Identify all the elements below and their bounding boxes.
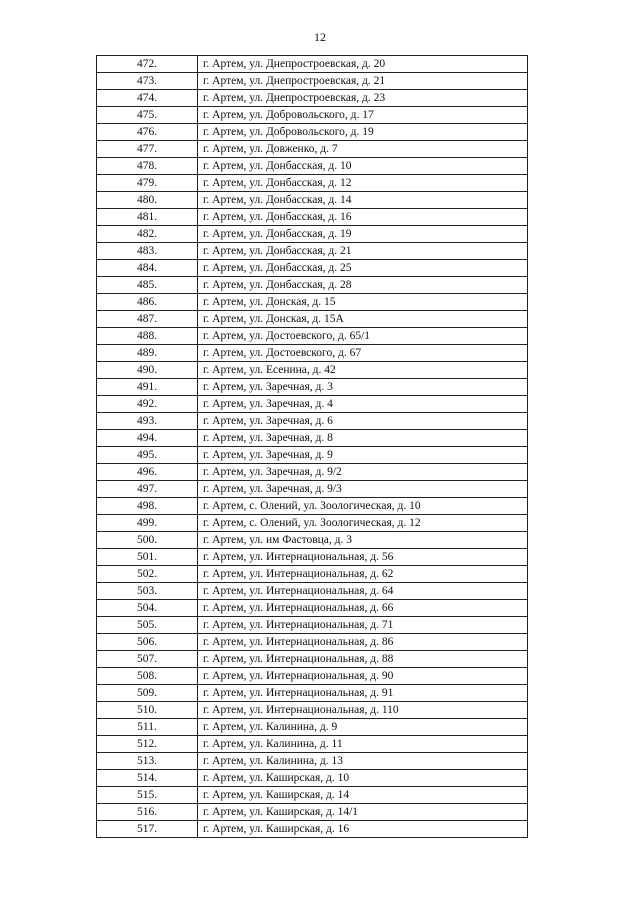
row-number: 484. <box>97 260 198 277</box>
row-address: г. Артем, ул. Заречная, д. 4 <box>198 396 528 413</box>
row-number: 495. <box>97 447 198 464</box>
table-row <box>97 770 528 787</box>
table-row <box>97 158 528 175</box>
table-row <box>97 617 528 634</box>
table-row <box>97 107 528 124</box>
row-address: г. Артем, ул. Добровольского, д. 17 <box>198 107 528 124</box>
row-address: г. Артем, ул. Днепростроевская, д. 21 <box>198 73 528 90</box>
address-table <box>96 55 528 838</box>
row-number: 517. <box>97 821 198 838</box>
row-address: г. Артем, ул. Довженко, д. 7 <box>198 141 528 158</box>
row-address: г. Артем, ул. Заречная, д. 9 <box>198 447 528 464</box>
row-number: 505. <box>97 617 198 634</box>
row-number: 487. <box>97 311 198 328</box>
row-address: г. Артем, ул. Заречная, д. 8 <box>198 430 528 447</box>
row-number: 510. <box>97 702 198 719</box>
row-number: 489. <box>97 345 198 362</box>
table-row <box>97 651 528 668</box>
table-row <box>97 787 528 804</box>
table-row <box>97 124 528 141</box>
table-row <box>97 243 528 260</box>
row-address: г. Артем, ул. Интернациональная, д. 110 <box>198 702 528 719</box>
row-address: г. Артем, ул. Интернациональная, д. 66 <box>198 600 528 617</box>
row-address: г. Артем, ул. Каширская, д. 10 <box>198 770 528 787</box>
row-number: 512. <box>97 736 198 753</box>
table-row <box>97 753 528 770</box>
row-number: 513. <box>97 753 198 770</box>
table-row <box>97 73 528 90</box>
row-address: г. Артем, ул. Интернациональная, д. 88 <box>198 651 528 668</box>
table-row <box>97 294 528 311</box>
row-address: г. Артем, ул. Калинина, д. 9 <box>198 719 528 736</box>
row-number: 498. <box>97 498 198 515</box>
row-number: 503. <box>97 583 198 600</box>
row-address: г. Артем, ул. Достоевского, д. 65/1 <box>198 328 528 345</box>
row-number: 475. <box>97 107 198 124</box>
page-number: 12 <box>314 30 326 44</box>
row-number: 506. <box>97 634 198 651</box>
table-row <box>97 702 528 719</box>
table-row <box>97 175 528 192</box>
row-address: г. Артем, ул. Каширская, д. 14/1 <box>198 804 528 821</box>
row-number: 502. <box>97 566 198 583</box>
table-row <box>97 464 528 481</box>
row-address: г. Артем, ул. Калинина, д. 11 <box>198 736 528 753</box>
row-number: 482. <box>97 226 198 243</box>
table-row <box>97 804 528 821</box>
table-row <box>97 192 528 209</box>
row-number: 514. <box>97 770 198 787</box>
row-number: 478. <box>97 158 198 175</box>
row-number: 486. <box>97 294 198 311</box>
row-address: г. Артем, ул. Интернациональная, д. 90 <box>198 668 528 685</box>
row-address: г. Артем, ул. Донбасская, д. 16 <box>198 209 528 226</box>
row-address: г. Артем, ул. Интернациональная, д. 62 <box>198 566 528 583</box>
row-address: г. Артем, ул. Днепростроевская, д. 23 <box>198 90 528 107</box>
row-number: 488. <box>97 328 198 345</box>
row-number: 479. <box>97 175 198 192</box>
table-row <box>97 345 528 362</box>
table-row <box>97 209 528 226</box>
row-number: 492. <box>97 396 198 413</box>
table-row <box>97 396 528 413</box>
row-address: г. Артем, ул. Заречная, д. 6 <box>198 413 528 430</box>
row-address: г. Артем, ул. Интернациональная, д. 64 <box>198 583 528 600</box>
row-address: г. Артем, с. Олений, ул. Зоологическая, д. 10 <box>198 498 528 515</box>
row-number: 508. <box>97 668 198 685</box>
row-address: г. Артем, ул. Добровольского, д. 19 <box>198 124 528 141</box>
table-row <box>97 583 528 600</box>
row-number: 501. <box>97 549 198 566</box>
row-address: г. Артем, ул. Интернациональная, д. 86 <box>198 634 528 651</box>
row-number: 477. <box>97 141 198 158</box>
row-address: г. Артем, ул. Донбасская, д. 21 <box>198 243 528 260</box>
row-address: г. Артем, ул. Каширская, д. 14 <box>198 787 528 804</box>
row-address: г. Артем, ул. Донбасская, д. 19 <box>198 226 528 243</box>
row-address: г. Артем, ул. Заречная, д. 3 <box>198 379 528 396</box>
row-number: 511. <box>97 719 198 736</box>
row-address: г. Артем, ул. Интернациональная, д. 71 <box>198 617 528 634</box>
row-address: г. Артем, ул. Интернациональная, д. 91 <box>198 685 528 702</box>
row-address: г. Артем, ул. Донбасская, д. 14 <box>198 192 528 209</box>
row-number: 515. <box>97 787 198 804</box>
row-address: г. Артем, ул. Донская, д. 15 <box>198 294 528 311</box>
row-number: 507. <box>97 651 198 668</box>
row-number: 485. <box>97 277 198 294</box>
row-number: 473. <box>97 73 198 90</box>
row-number: 516. <box>97 804 198 821</box>
table-row <box>97 141 528 158</box>
table-row <box>97 736 528 753</box>
table-row <box>97 277 528 294</box>
table-row <box>97 260 528 277</box>
table-row <box>97 328 528 345</box>
address-table-body <box>97 56 528 838</box>
table-row <box>97 56 528 73</box>
row-number: 474. <box>97 90 198 107</box>
row-address: г. Артем, ул. Донбасская, д. 25 <box>198 260 528 277</box>
row-address: г. Артем, ул. Донбасская, д. 28 <box>198 277 528 294</box>
table-row <box>97 498 528 515</box>
table-row <box>97 90 528 107</box>
row-address: г. Артем, ул. им Фастовца, д. 3 <box>198 532 528 549</box>
row-number: 476. <box>97 124 198 141</box>
row-address: г. Артем, ул. Донбасская, д. 12 <box>198 175 528 192</box>
table-row <box>97 311 528 328</box>
table-row <box>97 634 528 651</box>
table-row <box>97 515 528 532</box>
row-address: г. Артем, ул. Донбасская, д. 10 <box>198 158 528 175</box>
table-row <box>97 379 528 396</box>
row-address: г. Артем, ул. Заречная, д. 9/2 <box>198 464 528 481</box>
table-row <box>97 226 528 243</box>
table-row <box>97 685 528 702</box>
row-number: 472. <box>97 56 198 73</box>
row-address: г. Артем, ул. Есенина, д. 42 <box>198 362 528 379</box>
row-address: г. Артем, ул. Заречная, д. 9/3 <box>198 481 528 498</box>
row-number: 500. <box>97 532 198 549</box>
table-row <box>97 668 528 685</box>
table-row <box>97 413 528 430</box>
row-number: 509. <box>97 685 198 702</box>
row-number: 497. <box>97 481 198 498</box>
row-address: г. Артем, ул. Днепростроевская, д. 20 <box>198 56 528 73</box>
table-row <box>97 600 528 617</box>
table-row <box>97 566 528 583</box>
row-address: г. Артем, ул. Каширская, д. 16 <box>198 821 528 838</box>
row-address: г. Артем, с. Олений, ул. Зоологическая, д. 12 <box>198 515 528 532</box>
table-row <box>97 549 528 566</box>
row-number: 480. <box>97 192 198 209</box>
table-row <box>97 532 528 549</box>
row-number: 481. <box>97 209 198 226</box>
row-number: 496. <box>97 464 198 481</box>
row-address: г. Артем, ул. Калинина, д. 13 <box>198 753 528 770</box>
row-address: г. Артем, ул. Донская, д. 15А <box>198 311 528 328</box>
table-row <box>97 447 528 464</box>
table-row <box>97 821 528 838</box>
row-address: г. Артем, ул. Интернациональная, д. 56 <box>198 549 528 566</box>
row-number: 483. <box>97 243 198 260</box>
row-number: 493. <box>97 413 198 430</box>
row-number: 490. <box>97 362 198 379</box>
row-number: 494. <box>97 430 198 447</box>
row-number: 499. <box>97 515 198 532</box>
table-row <box>97 430 528 447</box>
table-row <box>97 719 528 736</box>
row-number: 491. <box>97 379 198 396</box>
table-row <box>97 481 528 498</box>
row-number: 504. <box>97 600 198 617</box>
row-address: г. Артем, ул. Достоевского, д. 67 <box>198 345 528 362</box>
table-row <box>97 362 528 379</box>
